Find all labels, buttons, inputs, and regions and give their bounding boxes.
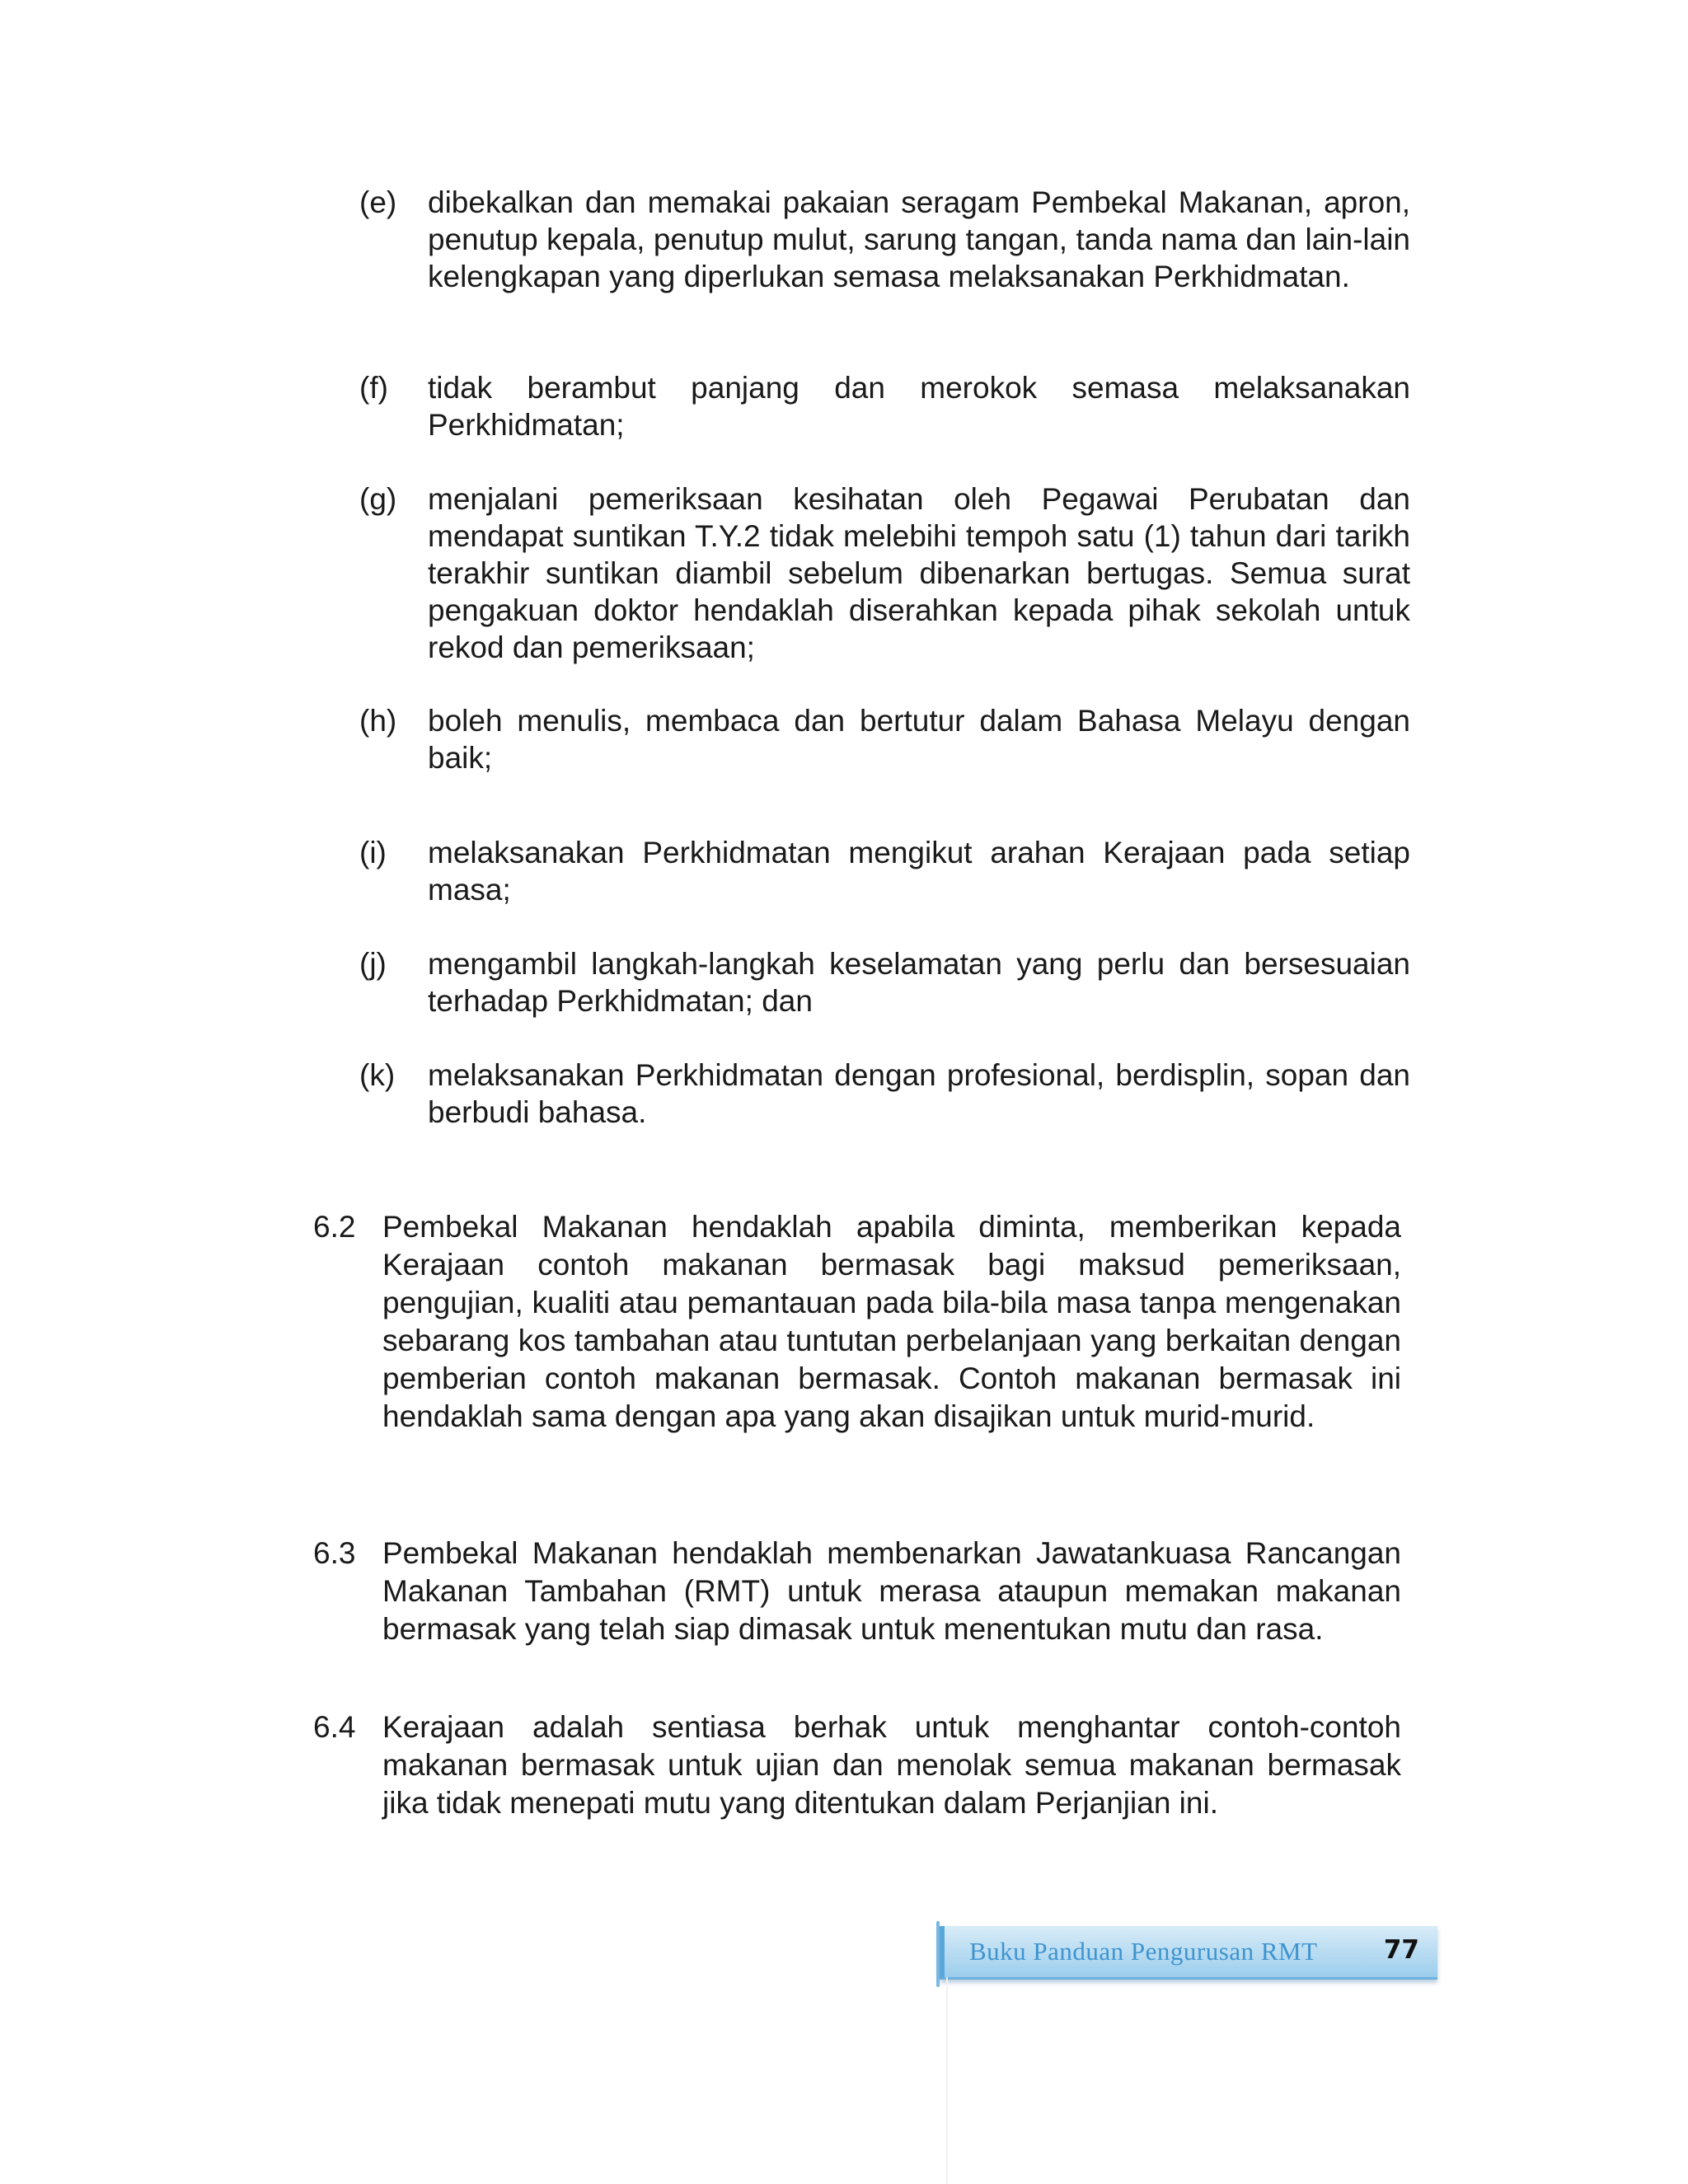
list-item-i (359, 834, 1410, 908)
clause-number: 6.2 (313, 1210, 356, 1244)
clause-number: 6.4 (313, 1710, 356, 1744)
footer-banner (940, 1926, 1437, 1980)
footer-title: Buku Panduan Pengurusan RMT (969, 1937, 1318, 1966)
clause-number: 6.3 (313, 1536, 356, 1570)
list-item-j (359, 945, 1410, 1019)
list-item-g (359, 480, 1410, 666)
list-item-label: (e) (359, 185, 397, 219)
list-item-label: (j) (359, 947, 387, 981)
list-item-label: (g) (359, 482, 397, 516)
list-item-e (359, 184, 1410, 295)
list-item-text: melaksanakan Perkhidmatan mengikut arahan Kerajaan pada setiap masa; (428, 836, 1410, 907)
list-item-text: tidak berambut panjang dan merokok semasa melaksanakan Perkhidmatan; (428, 371, 1410, 442)
list-item-label: (f) (359, 371, 388, 405)
list-item-f (359, 369, 1410, 443)
list-item-label: (h) (359, 704, 397, 738)
clause-6-4 (313, 1708, 1401, 1822)
page-number: 77 (1383, 1935, 1419, 1965)
list-item-text: melaksanakan Perkhidmatan dengan profesional, berdisplin, sopan dan berbudi bahasa. (428, 1058, 1410, 1129)
clause-6-3 (313, 1535, 1401, 1648)
list-item-k (359, 1057, 1410, 1131)
list-item-text: mengambil langkah-langkah keselamatan yang perlu dan bersesuaian terhadap Perkhidmatan; dan (428, 947, 1410, 1018)
clause-text: Pembekal Makanan hendaklah apabila diminta, memberikan kepada Kerajaan contoh makanan bermasak bagi maksud pemeriksaan, pengujian, kualiti atau pemantauan pada bila-bila masa tanpa mengenakan sebarang kos tambahan atau tuntutan perbelanjaan yang berkaitan dengan pemberian contoh makanan bermasak. Contoh makanan bermasak ini hendaklah sama dengan apa yang akan disajikan untuk murid-murid. (382, 1210, 1401, 1433)
clause-text: Pembekal Makanan hendaklah membenarkan Jawatankuasa Rancangan Makanan Tambahan (RMT) untuk merasa ataupun memakan makanan bermasak yang telah siap dimasak untuk menentukan mutu dan rasa. (382, 1536, 1401, 1646)
list-item-text: menjalani pemeriksaan kesihatan oleh Pegawai Perubatan dan mendapat suntikan T.Y.2 tidak melebihi tempoh satu (1) tahun dari tarikh terakhir suntikan diambil sebelum dibenarkan bertugas. Semua surat pengakuan doktor hendaklah diserahkan kepada pihak sekolah untuk rekod dan pemeriksaan; (428, 482, 1410, 664)
list-item-text: dibekalkan dan memakai pakaian seragam Pembekal Makanan, apron, penutup kepala, penutup mulut, sarung tangan, tanda nama dan lain-lain kelengkapan yang diperlukan semasa melaksanakan Perkhidmatan. (428, 185, 1410, 293)
clause-6-2 (313, 1208, 1401, 1436)
list-item-label: (i) (359, 836, 387, 869)
footer-divider (946, 1977, 948, 2184)
list-item-label: (k) (359, 1058, 396, 1092)
list-item-h (359, 702, 1410, 776)
clause-text: Kerajaan adalah sentiasa berhak untuk menghantar contoh-contoh makanan bermasak untuk ujian dan menolak semua makanan bermasak jika tidak menepati mutu yang ditentukan dalam Perjanjian ini. (382, 1710, 1401, 1820)
list-item-text: boleh menulis, membaca dan bertutur dalam Bahasa Melayu dengan baik; (428, 704, 1410, 775)
